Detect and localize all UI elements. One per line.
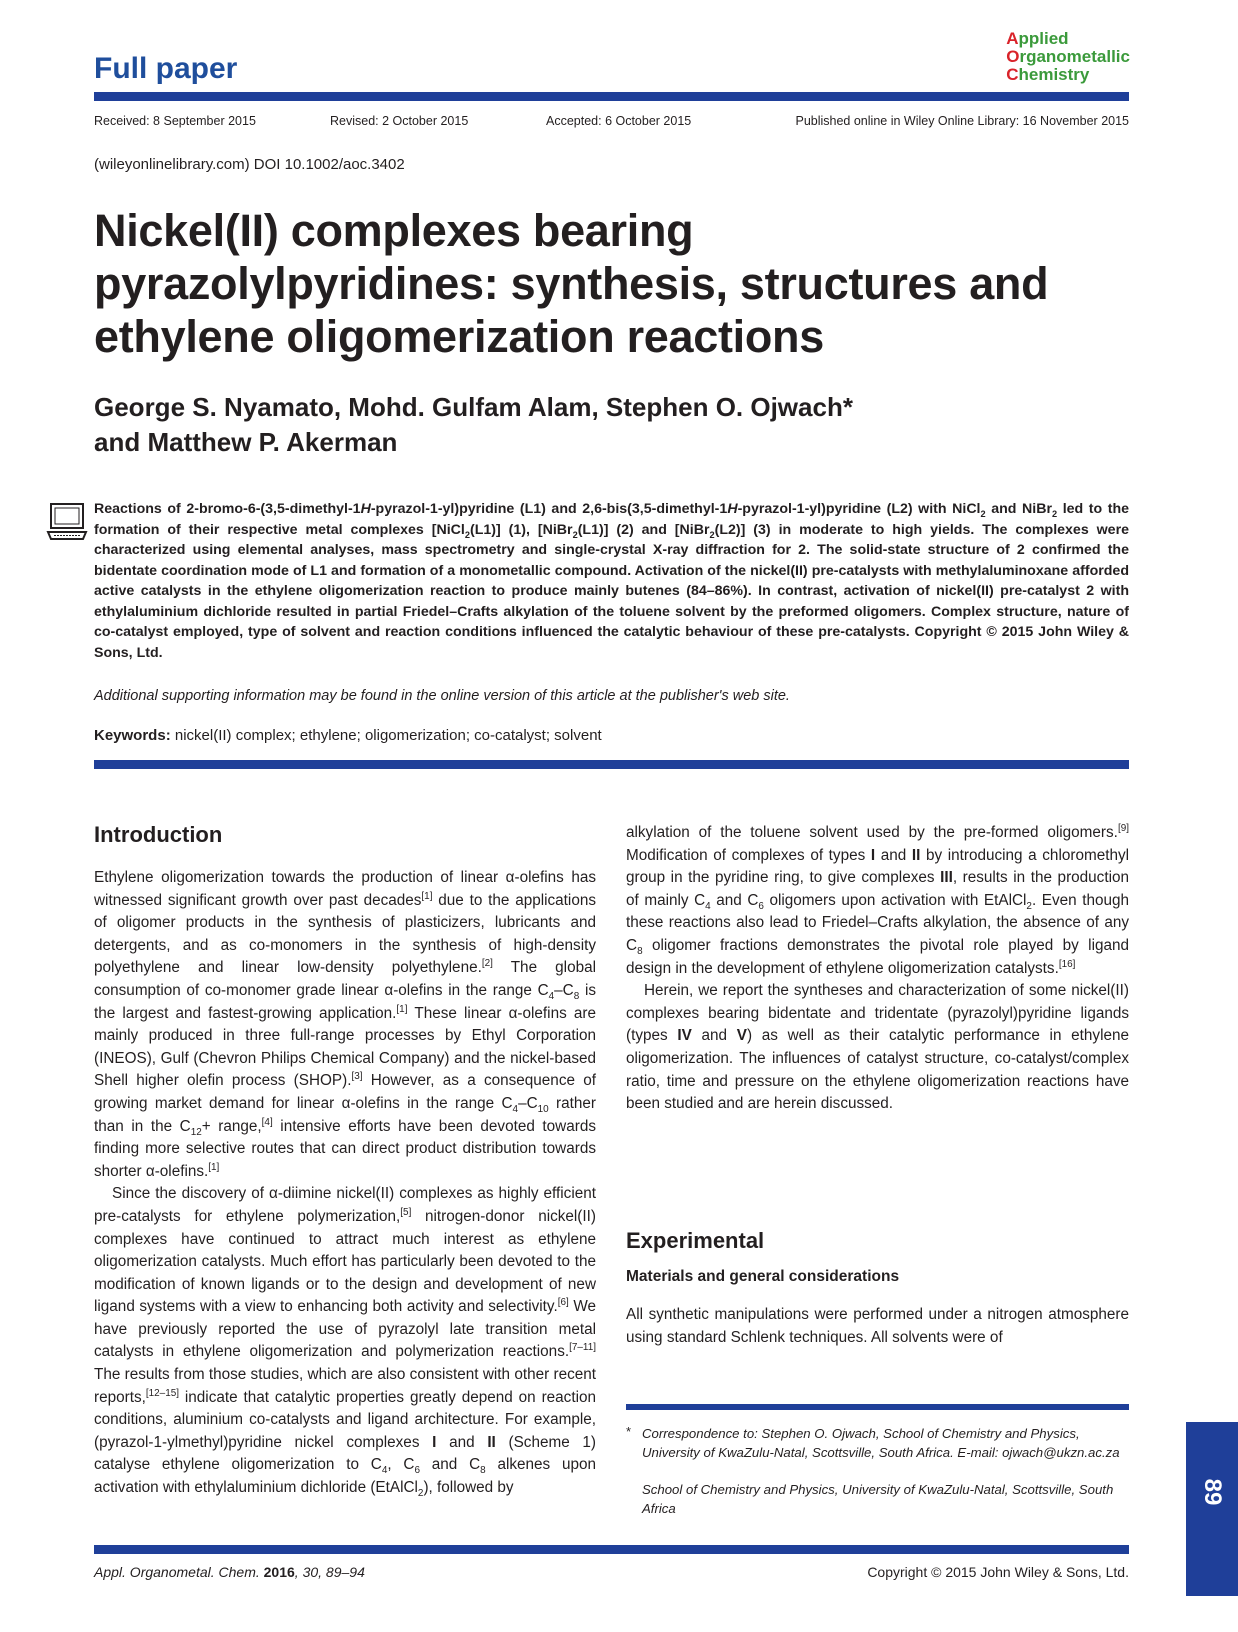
intro-paragraph-2: Since the discovery of α-diimine nickel(II) complexes as highly efficient pre-catalysts for ethylene polymerization,[5] nitrogen-donor nickel(II) complexes have continued to attract much interest as ethylene oligomerization catalysts. Much effort has particularly been devoted to the modification of known ligands or to the design and development of new ligand systems with a view to enhancing both activity and selectivity.[6] We have previously reported the use of pyrazolyl late transition metal catalysts in ethylene oligomerization and polymerization reactions.[7–11] The results from those studies, which are also consistent with other recent reports,[12–15] indicate that catalytic properties greatly depend on reaction conditions, aluminium co-catalysts and ligand architecture. For example, (pyrazol-1-ylmethyl)pyridine nickel complexes I and II (Scheme 1) catalyse ethylene oligomerization to $C_4$, $C_6$ and $C_8$ alkenes upon activation with ethylaluminium dichloride (EtAlCl$_2$), followed by xyxy=(94,1185,596,1500)
right-paragraph-2: Herein, we report the syntheses and characterization of some nickel(II) complexes bearing bidentate and tridentate (pyrazolyl)pyridine ligands (types IV and V) as well as their catalytic performance in ethylene oligomerization. The influences of catalyst structure, co-catalyst/complex ratio, time and pressure on the ethylene oligomerization reactions have been studied and are herein discussed. xyxy=(626,982,1130,1113)
keywords xyxy=(94,727,602,744)
keywords-label: Keywords: xyxy=(94,727,171,744)
page-number: 89 xyxy=(1199,1478,1226,1506)
materials-text: All synthetic manipulations were performed under a nitrogen atmosphere using standard Schlenk techniques. All solvents were of xyxy=(626,1306,1129,1346)
footer-copyright: Copyright © 2015 John Wiley & Sons, Ltd. xyxy=(867,1564,1129,1580)
logo-word-3: hemistry xyxy=(1018,65,1090,84)
received-date: Received: 8 September 2015 xyxy=(94,114,256,128)
footnote-star: * xyxy=(626,1424,632,1439)
introduction-heading: Introduction xyxy=(94,822,223,847)
logo-word-1: pplied xyxy=(1018,29,1069,48)
intro-paragraph-1: Ethylene oligomerization towards the production of linear α-olefins has witnessed significant growth over past decades[1] due to the applications of oligomer products in the synthesis of plasticizers, lubricants and detergents, and as co-monomers in the synthesis of high-density polyethylene and linear low-density polyethylene.[2] The global consumption of co-monomer grade linear α-olefins in the range $C_4-C_8$ is the largest and fastest-growing application.[1] These linear α-olefins are mainly produced in three full-range processes by Ethyl Corporation (INEOS), Gulf (Chevron Philips Chemical Company) and the nickel-based Shell higher olefin process (SHOP).[3] However, as a consequence of growing market demand for linear α-olefins in the range $C_4-C_{10}$ rather than in the $C_{12}+$ range,[4] intensive efforts have been devoted towards finding more selective routes that can direct product distribution towards shorter α-olefins.[1] xyxy=(94,869,596,1180)
journal-logo: Applied Organometallic Chemistry xyxy=(1006,29,1130,84)
section-label: Full paper xyxy=(94,52,238,85)
footnote-rule xyxy=(626,1404,1129,1410)
authors xyxy=(94,390,1094,460)
computer-icon xyxy=(46,502,88,542)
header-rule xyxy=(94,92,1129,101)
article-title: Nickel(II) complexes bearing pyrazolylpyridines: synthesis, structures and ethylene oligomerization reactions xyxy=(94,205,1049,362)
materials-heading: Materials and general considerations xyxy=(626,1268,900,1285)
page-number-tab xyxy=(1186,1422,1238,1596)
authors-line-2: and Matthew P. Akerman xyxy=(94,427,398,457)
accepted-date: Accepted: 6 October 2015 xyxy=(546,114,692,128)
affiliation-footnote: School of Chemistry and Physics, University of KwaZulu-Natal, Scottsville, South Africa xyxy=(642,1482,1114,1516)
correspondence-footnote: Correspondence to: Stephen O. Ojwach, School of Chemistry and Physics, University of KwaZulu-Natal, Scottsville, South Africa. E-mail: ojwach@ukzn.ac.za xyxy=(642,1426,1120,1460)
published-date: Published online in Wiley Online Library: 16 November 2015 xyxy=(795,114,1129,128)
footer-rule xyxy=(94,1545,1129,1554)
experimental-heading: Experimental xyxy=(626,1228,765,1253)
abstract-rule xyxy=(94,760,1129,769)
keywords-value: nickel(II) complex; ethylene; oligomerization; co-catalyst; solvent xyxy=(174,727,602,744)
right-paragraph-1: alkylation of the toluene solvent used by the pre-formed oligomers.[9] Modification of complexes of types I and II by introducing a chloromethyl group in the pyridine ring, to give complexes III, results in the production of mainly $C_4$ and $C_6$ oligomers upon activation with EtAlCl$_2$. Even though these reactions also lead to Friedel–Crafts alkylation, the absence of any $C_8$ oligomer fractions demonstrates the pivotal role played by ligand design in the development of ethylene oligomerization catalysts.[16] xyxy=(626,822,1129,977)
journal-citation: Appl. Organometal. Chem. 2016, 30, 89–94 xyxy=(94,1564,365,1580)
doi[interactable]: (wileyonlinelibrary.com) DOI 10.1002/aoc.3402 xyxy=(94,156,405,173)
introduction-body xyxy=(94,867,596,1500)
logo-word-2: rganometallic xyxy=(1019,47,1130,66)
authors-line-1: George S. Nyamato, Mohd. Gulfam Alam, Stephen O. Ojwach* xyxy=(94,392,853,422)
right-column-body xyxy=(626,822,1129,1116)
supporting-info: Additional supporting information may be found in the online version of this article at the publisher's web site. xyxy=(94,688,790,704)
abstract: Reactions of 2-bromo-6-(3,5-dimethyl-1H-pyrazol-1-yl)pyridine (L1) and 2,6-bis(3,5-dimethyl-1H-pyrazol-1-yl)pyridine (L2) with NiCl$_2$ and NiBr$_2$ led to the formation of their respective metal complexes [NiCl$_2$(L1)] (1), [NiBr$_2$(L1)] (2) and [NiBr$_2$(L2)] (3) in moderate to high yields. The complexes were characterized using elemental analyses, mass spectrometry and single-crystal X-ray diffraction for 2. The solid-state structure of 2 confirmed the bidentate coordination mode of L1 and formation of a monometallic compound. Activation of the nickel(II) pre-catalysts with methylaluminoxane afforded active catalysts in the ethylene oligomerization reaction to produce mainly butenes (84–86%). In contrast, activation of nickel(II) pre-catalyst 2 with ethylaluminium dichloride resulted in partial Friedel–Crafts alkylation of the toluene solvent by the preformed oligomers. Complex structure, nature of co-catalyst employed, type of solvent and reaction conditions influenced the catalytic behaviour of these pre-catalysts. Copyright © 2015 John Wiley & Sons, Ltd. xyxy=(94,501,1130,661)
revised-date: Revised: 2 October 2015 xyxy=(330,114,469,128)
